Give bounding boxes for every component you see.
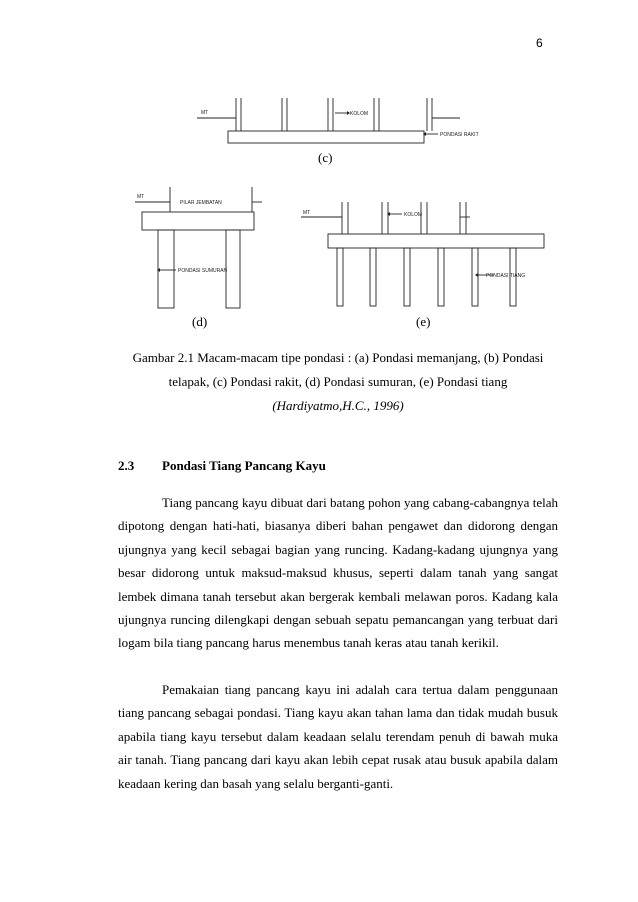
- figure-label-d: (d): [192, 314, 208, 329]
- caption-source: (Hardiyatmo,H.C., 1996): [272, 398, 404, 413]
- section-heading: [118, 458, 326, 474]
- mt-label-c: MT: [201, 110, 209, 116]
- pile-foundation-drawing: [301, 202, 544, 306]
- pondasi-tiang-label: PONDASI TIANG: [486, 273, 526, 279]
- caption-line-2: telapak, (c) Pondasi rakit, (d) Pondasi sumuran, (e) Pondasi tiang: [168, 374, 508, 389]
- section-title: Pondasi Tiang Pancang Kayu: [162, 458, 326, 473]
- figure-caption: [118, 346, 558, 418]
- foundation-figure: [0, 0, 638, 340]
- figure-label-c: (c): [318, 150, 333, 165]
- kolom-label-e: KOLOM: [404, 212, 423, 218]
- section-number: 2.3: [118, 458, 135, 473]
- pilar-jembatan-label: PILAR JEMBATAN: [180, 200, 222, 206]
- paragraph-2: Pemakaian tiang pancang kayu ini adalah cara tertua dalam penggunaan tiang pancang sebagai pondasi. Tiang kayu akan tahan lama dan tidak mudah busuk apabila tiang kayu tersebut dalam keadaan selalu terendam penuh di bawah muka air tanah. Tiang pancang dari kayu akan lebih cepat rusak atau busuk apabila dalam keadaan kering dan basah yang selalu berganti-ganti.: [118, 682, 558, 791]
- page-number: 6: [536, 36, 543, 50]
- kolom-label-c: KOLOM: [350, 111, 369, 117]
- pondasi-sumuran-label: PONDASI SUMURAN: [178, 268, 228, 274]
- raft-foundation-drawing: [197, 98, 460, 143]
- mt-label-e: MT: [303, 210, 311, 216]
- paragraph-1: Tiang pancang kayu dibuat dari batang pohon yang cabang-cabangnya telah dipotong dengan hati-hati, biasanya diberi bahan pengawet dan didorong dengan ujungnya yang kecil sebagai bagian yang runcing. Kadang-kadang ujungnya yang besar didorong untuk maksud-maksud khusus, seperti dalam tanah yang sangat lembek dimana tanah tersebut akan bergerak kembali melawan poros. Kadang kala ujungnya runcing dilengkapi dengan sebuah sepatu pemancangan yang terbuat dari logam bila tiang pancang harus menembus tanah keras atau tanah kerikil.: [118, 495, 558, 651]
- figure-label-e: (e): [416, 314, 431, 329]
- pondasi-rakit-label: PONDASI RAKIT: [440, 132, 479, 138]
- mt-label-d: MT: [137, 194, 145, 200]
- caption-line-1: Gambar 2.1 Macam-macam tipe pondasi : (a) Pondasi memanjang, (b) Pondasi: [132, 350, 544, 365]
